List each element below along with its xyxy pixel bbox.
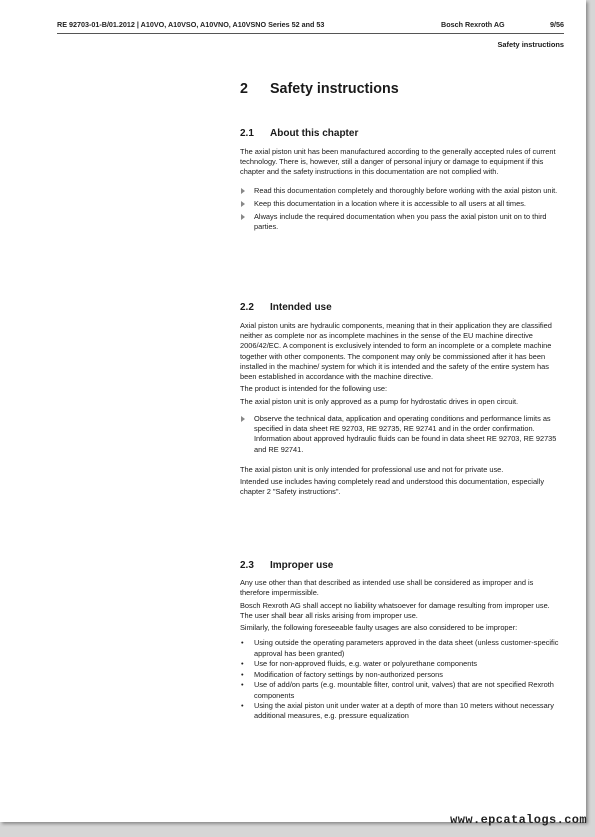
chapter-title: Safety instructions <box>270 81 399 97</box>
section-title: Intended use <box>270 302 332 313</box>
section-heading-2-2 <box>240 302 332 313</box>
paragraph: Intended use includes having completely read and understood this documentation, especially chapter 2 "Safety instructions". <box>240 477 545 497</box>
list-item: Observe the technical data, application and operating conditions and performance limits as specified in data sheet RE 92703, RE 92735, RE 92741 and in the order confirmation. Information about approved hydraulic fluids can be found in data sheet RE 92703, RE 92735 and RE 92741. <box>240 414 562 455</box>
list-item: Keep this documentation in a location where it is accessible to all users at all times. <box>240 199 562 209</box>
arrow-bullet-icon <box>241 188 245 194</box>
arrow-bullet-icon <box>241 214 245 220</box>
paragraph: Any use other than that described as intended use shall be considered as improper and is therefore impermissible. <box>240 578 534 598</box>
paragraph: The axial piston unit has been manufactured according to the generally accepted rules of current technology. There is, however, still a danger of personal injury or damage to equipment if this chapter and the safety instructions in this documentation are not complied with. <box>240 147 556 177</box>
section-title: Improper use <box>270 560 334 571</box>
watermark-text: www.epcatalogs.com <box>450 813 587 827</box>
paragraph: Axial piston units are hydraulic components, meaning that in their application they are classified neither as complete nor as incomplete machines in the sense of the EU machine directive 2006/42/EC. A component is exclusively intended to form an incomplete or a complete machine together with other components. The component may only be commissioned after it has been installed in the machine/ system for which it is intended and the safety of the entire system has been established in accordance with the machine directive. <box>240 321 552 382</box>
header-divider <box>57 33 564 34</box>
paragraph: The product is intended for the following use: <box>240 384 388 394</box>
page-number: 9/56 <box>550 20 564 29</box>
section-number: 2.3 <box>240 560 254 571</box>
list-item: Always include the required documentation when you pass the axial piston unit on to third parties. <box>240 212 562 232</box>
section-heading-2-3 <box>240 560 333 571</box>
section-number: 2.2 <box>240 302 254 313</box>
list-item: • Using outside the operating parameters approved in the data sheet (unless customer-specific approval has been granted) <box>241 638 559 658</box>
list-item: Read this documentation completely and thoroughly before working with the axial piston unit. <box>240 186 562 196</box>
company-name: Bosch Rexroth AG <box>441 20 505 29</box>
section-heading-2-1 <box>240 128 358 139</box>
paragraph: The axial piston unit is only intended for professional use and not for private use. <box>240 464 504 474</box>
instruction-list <box>240 414 562 455</box>
paragraph: Bosch Rexroth AG shall accept no liability whatsoever for damage resulting from improper use. The user shall bear all risks arising from improper use. <box>240 600 550 620</box>
arrow-bullet-icon <box>241 201 245 207</box>
list-item: • Use for non-approved fluids, e.g. water or polyurethane components <box>241 659 478 669</box>
section-body-2-1 <box>240 147 562 235</box>
arrow-bullet-icon <box>241 416 245 422</box>
chapter-heading <box>240 81 399 97</box>
list-item: • Use of add/on parts (e.g. mountable filter, control unit, valves) that are not specified Rexroth components <box>241 680 554 700</box>
improper-use-list <box>240 638 562 721</box>
header-section-label: Safety instructions <box>497 40 564 49</box>
section-number: 2.1 <box>240 128 254 139</box>
instruction-list <box>240 186 562 233</box>
section-title: About this chapter <box>270 128 359 139</box>
doc-id: RE 92703-01-B/01.2012 | A10VO, A10VSO, A10VNO, A10VSNO Series 52 and 53 <box>57 20 325 29</box>
list-item: • Using the axial piston unit under water at a depth of more than 10 meters without necessary additional measures, e.g. pressure equalization <box>241 701 554 721</box>
paragraph: Similarly, the following foreseeable faulty usages are also considered to be improper: <box>240 623 518 633</box>
list-item: • Modification of factory settings by non-authorized persons <box>241 669 443 679</box>
chapter-number: 2 <box>240 81 248 97</box>
section-body-2-3 <box>240 578 562 722</box>
section-body-2-2 <box>240 321 562 500</box>
paragraph: The axial piston unit is only approved as a pump for hydrostatic drives in open circuit. <box>240 396 519 406</box>
